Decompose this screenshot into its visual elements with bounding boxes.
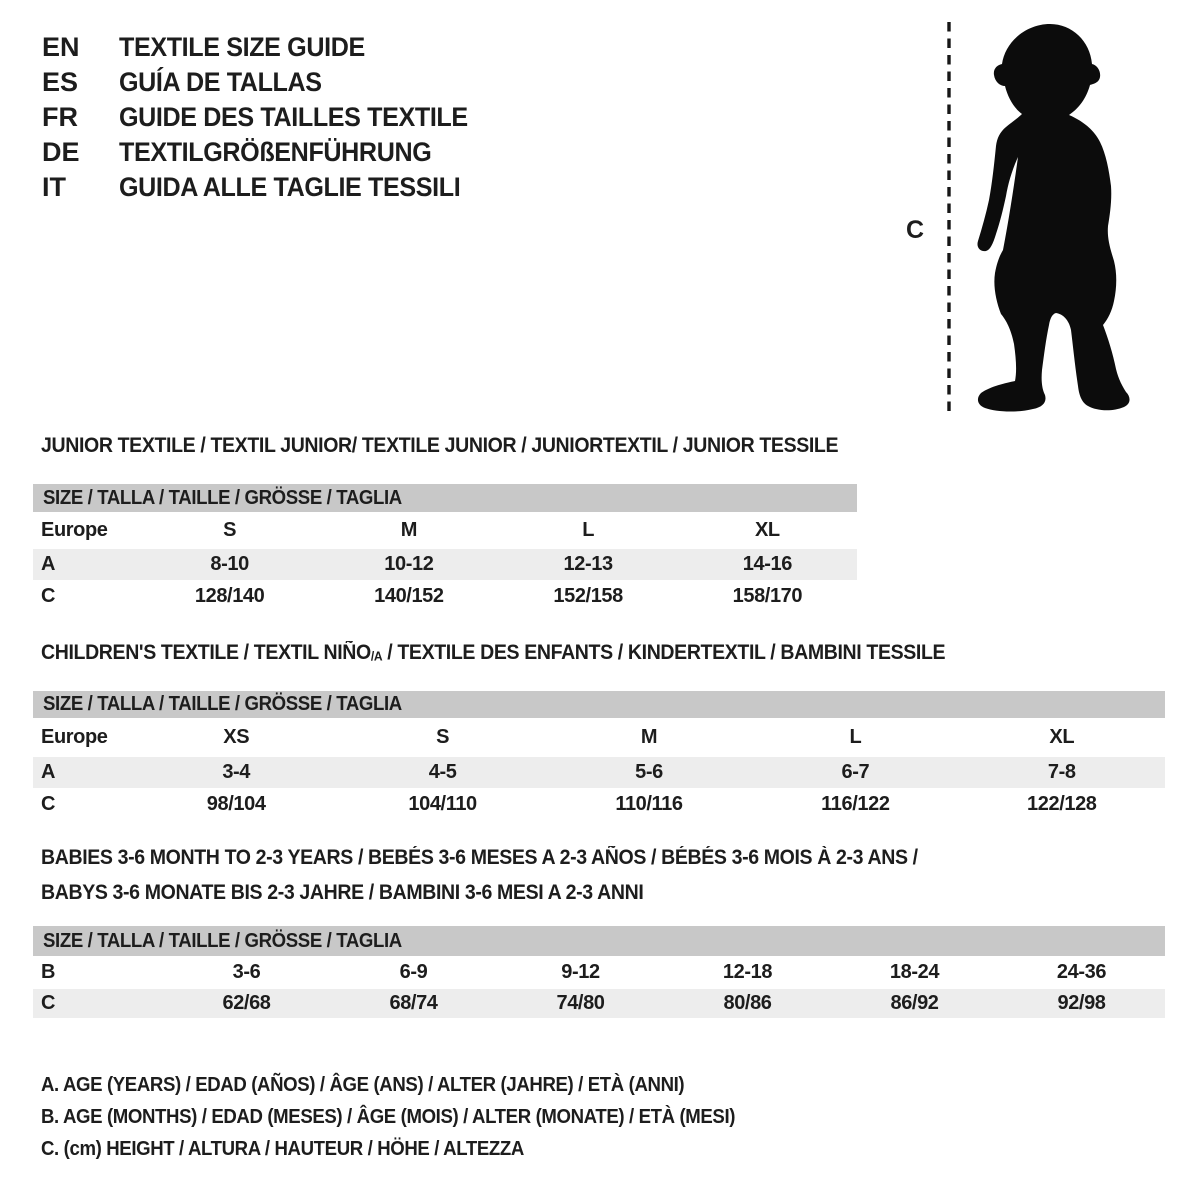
language-code: FR	[42, 102, 78, 132]
height-measure-dashed-line	[945, 20, 953, 420]
cell: 152/158	[553, 585, 623, 607]
cell: 74/80	[497, 989, 664, 1018]
size-header-row	[33, 926, 1165, 956]
cell: 86/92	[831, 989, 998, 1018]
column-header-europe: Europe	[41, 726, 108, 748]
size-header-row	[33, 484, 857, 512]
language-code: IT	[42, 172, 66, 202]
babies-size-table	[33, 926, 1165, 1018]
column-header-row	[33, 718, 1165, 757]
size-header-label: SIZE / TALLA / TAILLE / GRÖSSE / TAGLIA	[43, 929, 402, 952]
column-header-xl: XL	[1049, 726, 1075, 748]
column-header-xs: XS	[223, 726, 250, 748]
legend-age-months: B. AGE (MONTHS) / EDAD (MESES) / ÂGE (MOIS) / ALTER (MONATE) / ETÀ (MESI)	[41, 1106, 736, 1128]
cell: 98/104	[206, 793, 266, 815]
size-header-row	[33, 691, 1165, 718]
column-header-m: M	[400, 519, 417, 541]
cell: 158/170	[732, 585, 803, 607]
cell: 12-18	[722, 961, 773, 983]
cell: 5-6	[546, 757, 752, 788]
cell: 92/98	[998, 989, 1165, 1018]
table-row-height	[33, 788, 1165, 821]
column-header-s: S	[223, 519, 237, 541]
size-header-label: SIZE / TALLA / TAILLE / GRÖSSE / TAGLIA	[43, 486, 402, 509]
row-label: C	[33, 989, 163, 1018]
language-label: GUIDA ALLE TAGLIE TESSILI	[119, 172, 461, 202]
cell: 7-8	[959, 757, 1165, 788]
column-header-m: M	[640, 726, 658, 748]
language-label: GUÍA DE TALLAS	[119, 67, 322, 97]
table-row-age	[33, 757, 1165, 788]
language-label: TEXTILGRÖßENFÜHRUNG	[119, 137, 432, 167]
children-section-title: CHILDREN'S TEXTILE / TEXTIL NIÑO/A / TEXTILE DES ENFANTS / KINDERTEXTIL / BAMBINI TESSILE	[41, 641, 946, 664]
cell: 4-5	[339, 757, 545, 788]
height-measure-label: C	[906, 216, 925, 244]
cell: 12-13	[499, 549, 678, 580]
size-header-label: SIZE / TALLA / TAILLE / GRÖSSE / TAGLIA	[43, 693, 402, 715]
cell: 6-9	[399, 961, 428, 983]
cell: 14-16	[678, 549, 857, 580]
cell: 8-10	[140, 549, 319, 580]
cell: 128/140	[194, 585, 265, 607]
cell: 24-36	[1056, 961, 1107, 983]
language-row-de	[42, 135, 494, 170]
table-row-height	[33, 989, 1165, 1018]
cell: 10-12	[319, 549, 498, 580]
toddler-silhouette-icon	[962, 14, 1142, 419]
language-row-it	[42, 170, 494, 205]
column-header-xl: XL	[754, 519, 780, 541]
language-row-fr	[42, 100, 494, 135]
cell: 68/74	[330, 989, 497, 1018]
cell: 3-6	[232, 961, 261, 983]
table-row-age	[33, 549, 857, 580]
column-header-l: L	[849, 726, 862, 748]
babies-section-title-line1: BABIES 3-6 MONTH TO 2-3 YEARS / BEBÉS 3-6 MESES A 2-3 AÑOS / BÉBÉS 3-6 MOIS À 2-3 ANS /	[41, 846, 918, 869]
language-code: DE	[42, 137, 80, 167]
language-label: GUIDE DES TAILLES TEXTILE	[119, 102, 468, 132]
language-label: TEXTILE SIZE GUIDE	[119, 32, 365, 62]
row-label: C	[41, 793, 56, 815]
children-size-table	[33, 691, 1165, 821]
row-label: A	[33, 757, 133, 788]
cell: 9-12	[561, 961, 600, 983]
column-header-l: L	[582, 519, 595, 541]
nino-a-subscript: /A	[370, 648, 383, 664]
cell: 6-7	[752, 757, 958, 788]
row-label: C	[41, 585, 56, 607]
junior-size-table	[33, 484, 857, 613]
legend-age-years: A. AGE (YEARS) / EDAD (AÑOS) / ÂGE (ANS) / ALTER (JAHRE) / ETÀ (ANNI)	[41, 1074, 685, 1096]
cell: 104/110	[408, 793, 477, 815]
language-code: ES	[42, 67, 79, 97]
babies-section-title-line2: BABYS 3-6 MONATE BIS 2-3 JAHRE / BAMBINI 3-6 MESI A 2-3 ANNI	[41, 881, 644, 904]
cell: 62/68	[163, 989, 330, 1018]
cell: 140/152	[374, 585, 444, 607]
cell: 116/122	[821, 793, 890, 815]
cell: 110/116	[615, 793, 683, 815]
row-label: A	[33, 549, 140, 580]
column-header-row	[33, 512, 857, 549]
legend-height-cm: C. (cm) HEIGHT / ALTURA / HAUTEUR / HÖHE / ALTEZZA	[41, 1138, 524, 1160]
table-row-height	[33, 580, 857, 613]
cell: 18-24	[889, 961, 940, 983]
language-title-list	[42, 30, 494, 205]
language-row-en	[42, 30, 494, 65]
language-row-es	[42, 65, 494, 100]
junior-section-title: JUNIOR TEXTILE / TEXTIL JUNIOR/ TEXTILE JUNIOR / JUNIORTEXTIL / JUNIOR TESSILE	[41, 434, 839, 457]
table-row-months	[33, 956, 1165, 989]
cell: 122/128	[1027, 793, 1097, 815]
language-code: EN	[42, 32, 80, 62]
column-header-s: S	[436, 726, 450, 748]
row-label: B	[41, 961, 56, 983]
column-header-europe: Europe	[41, 519, 108, 541]
cell: 3-4	[133, 757, 339, 788]
cell: 80/86	[664, 989, 831, 1018]
